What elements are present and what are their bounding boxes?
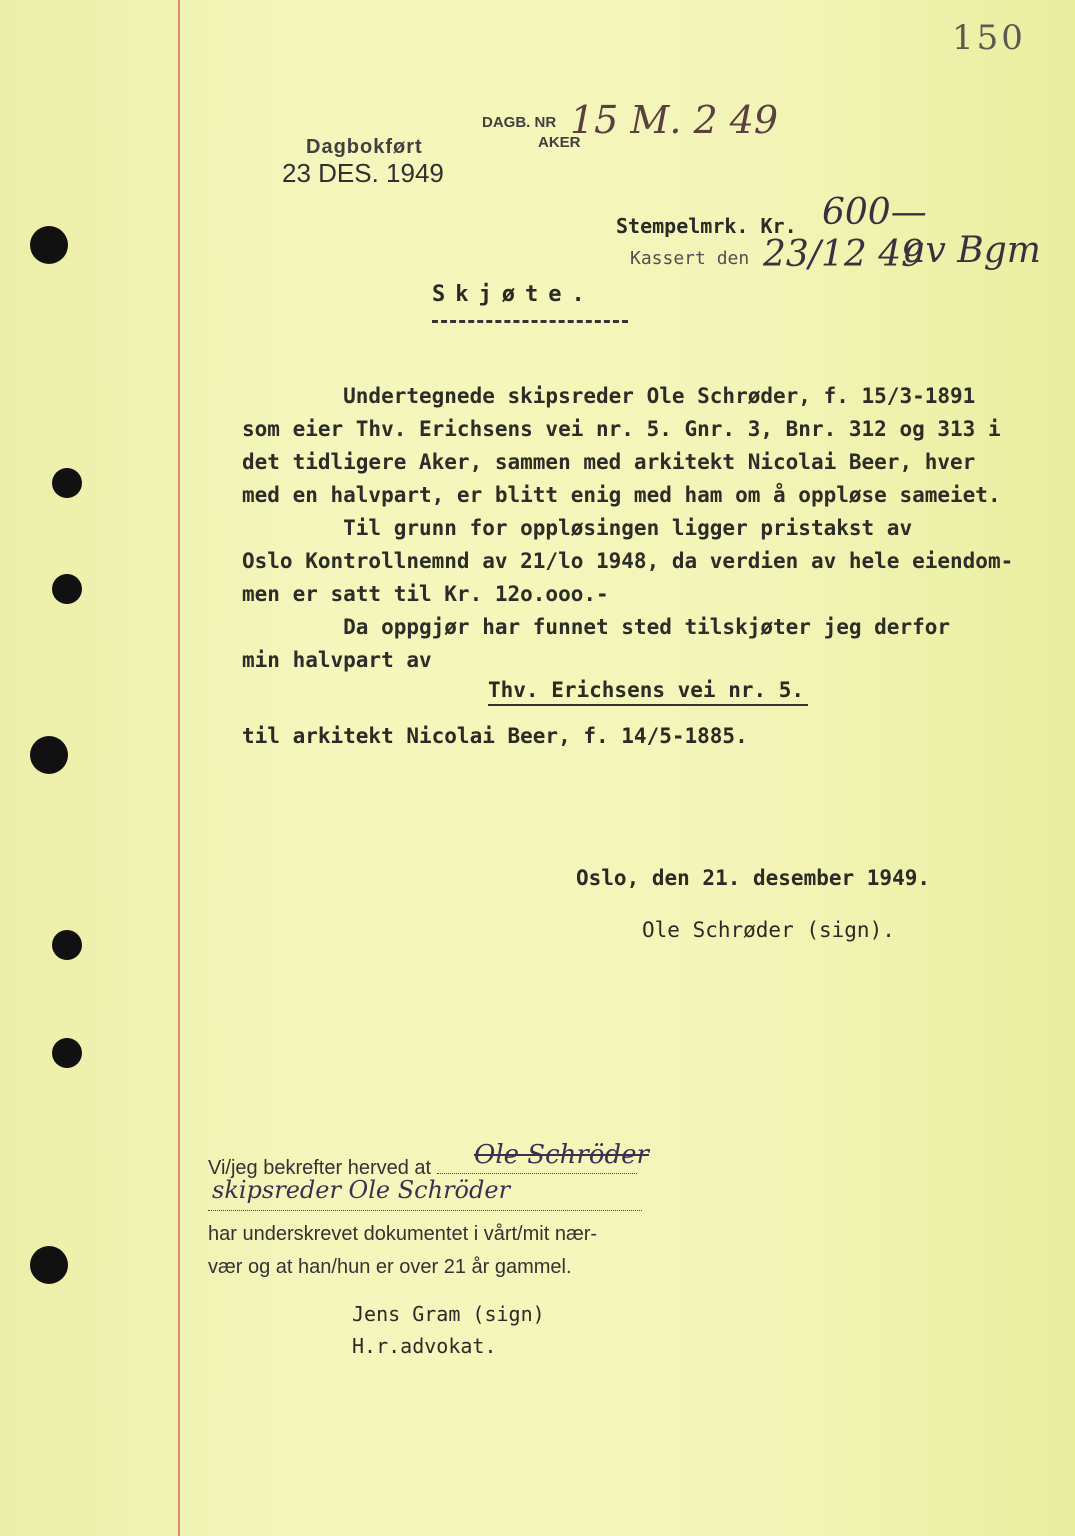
cert-line-4: vær og at han/hun er over 21 år gammel. — [208, 1256, 572, 1278]
body-line: Undertegnede skipsreder Ole Schrøder, f. 15/3-1891 — [242, 384, 976, 408]
cert-line-3: har underskrevet dokumentet i vårt/mit nær- — [208, 1223, 598, 1245]
body-paragraph — [242, 380, 1013, 677]
witness-name: Jens Gram (sign) — [352, 1302, 545, 1326]
recipient-line: til arkitekt Nicolai Beer, f. 14/5-1885. — [242, 724, 748, 748]
punch-hole-icon — [52, 574, 82, 604]
signature: Ole Schrøder (sign). — [642, 918, 895, 942]
stamp-date: 23 DES. 1949 — [282, 158, 444, 188]
punch-hole-icon — [30, 736, 68, 774]
red-margin-line — [178, 0, 180, 1536]
title-underline — [432, 320, 628, 323]
body-line: som eier Thv. Erichsens vei nr. 5. Gnr. 3, Bnr. 312 og 313 i — [242, 417, 1001, 441]
dagb-label: DAGB. NR — [482, 114, 557, 131]
body-line: Da oppgjør har funnet sted tilskjøter jeg derfor — [242, 615, 951, 639]
dagbok-stamp-label: Dagbokført — [306, 136, 423, 158]
place-date: Oslo, den 21. desember 1949. — [576, 866, 931, 890]
punch-hole-icon — [52, 1038, 82, 1068]
punch-hole-icon — [30, 1246, 68, 1284]
dagb-number-handwritten: 15 M. 2 49 — [570, 98, 779, 142]
property-name: Thv. Erichsens vei nr. 5. — [488, 678, 805, 702]
stempel-amount-handwritten: 600— — [822, 192, 927, 233]
page-number: 150 — [952, 18, 1026, 58]
body-line: det tidligere Aker, sammen med arkitekt Nicolai Beer, hver — [242, 450, 976, 474]
punch-hole-icon — [52, 468, 82, 498]
property-underline — [488, 704, 808, 706]
stempel-label: Stempelmrk. Kr. — [616, 214, 797, 238]
body-line: men er satt til Kr. 12o.ooo.- — [242, 582, 609, 606]
cert-crossed-name-handwritten: Ole Schröder — [474, 1140, 649, 1170]
punch-hole-icon — [52, 930, 82, 960]
cert-dotted-line — [437, 1173, 637, 1174]
certification-block — [208, 1152, 637, 1284]
aker-label: AKER — [538, 134, 581, 151]
body-line: min halvpart av — [242, 648, 432, 672]
kassert-label: Kassert den — [630, 248, 750, 269]
body-line: Til grunn for oppløsingen ligger pristakst av — [242, 516, 913, 540]
punch-hole-icon — [30, 226, 68, 264]
kassert-by-handwritten: av Bgm — [904, 230, 1041, 271]
body-line: Oslo Kontrollnemnd av 21/lo 1948, da verdien av hele eiendom- — [242, 549, 1014, 573]
document-title: Skjøte. — [432, 282, 595, 307]
cert-line-1: Vi/jeg bekrefter herved at — [208, 1157, 432, 1179]
witness-title: H.r.advokat. — [352, 1334, 497, 1358]
body-line: med en halvpart, er blitt enig med ham om å oppløse sameiet. — [242, 483, 1001, 507]
cert-name-handwritten: skipsreder Ole Schröder — [212, 1176, 511, 1204]
kassert-date-handwritten: 23/12 49 — [763, 234, 924, 275]
cert-name-dotted-line — [208, 1210, 642, 1211]
witness-block — [352, 1298, 545, 1362]
